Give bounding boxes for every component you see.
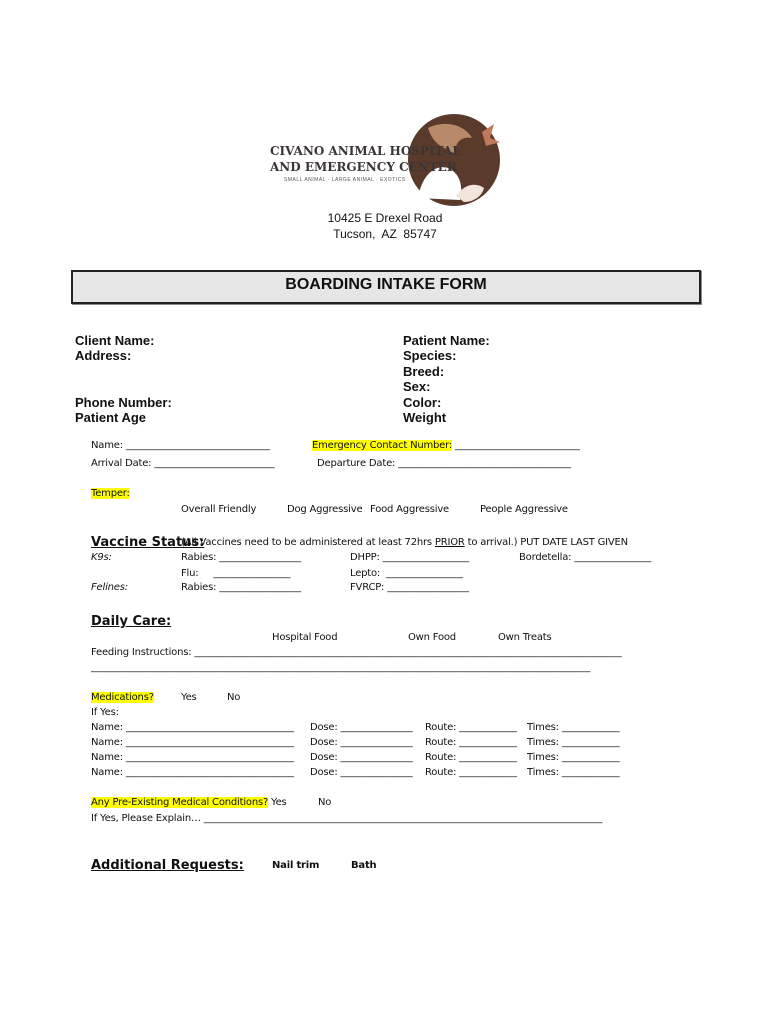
feeding-instructions-line2[interactable]: ________________________________________________________________________________________________________: [91, 662, 591, 673]
address-street: 10425 E Drexel Road: [327, 211, 443, 225]
request-option-bath[interactable]: Bath: [351, 860, 377, 871]
med-route-field[interactable]: Route: ____________: [425, 767, 517, 778]
med-route-field[interactable]: Route: ____________: [425, 752, 517, 763]
color-label: Color:: [403, 395, 442, 410]
hospital-logo: [268, 108, 504, 208]
vaccine-note-b: to arrival.) PUT DATE LAST GIVEN: [464, 537, 628, 548]
weight-label: Weight: [403, 410, 447, 425]
med-times-field[interactable]: Times: ____________: [527, 767, 620, 778]
conditions-label: Any Pre-Existing Medical Conditions?: [91, 797, 269, 808]
med-dose-field[interactable]: Dose: _______________: [310, 752, 413, 763]
medications-no[interactable]: No: [227, 692, 241, 703]
temper-option-people-aggressive[interactable]: People Aggressive: [480, 504, 568, 515]
temper-option-dog-aggressive[interactable]: Dog Aggressive: [287, 504, 363, 515]
breed-label: Breed:: [403, 364, 445, 379]
form-title-box: [71, 270, 701, 304]
conditions-explain-field[interactable]: If Yes, Please Explain… ___________________________________________________________________________________: [91, 813, 603, 824]
med-times-field[interactable]: Times: ____________: [527, 752, 620, 763]
patient-name-label: Patient Name:: [403, 333, 490, 348]
address-city: Tucson, AZ 85747: [333, 227, 437, 241]
medications-yes[interactable]: Yes: [181, 692, 197, 703]
lepto-field[interactable]: Lepto: ________________: [350, 568, 463, 579]
med-dose-field[interactable]: Dose: _______________: [310, 722, 413, 733]
med-dose-field[interactable]: Dose: _______________: [310, 767, 413, 778]
rabies-k9-field[interactable]: Rabies: _________________: [181, 552, 301, 563]
patient-age-label: Patient Age: [75, 410, 147, 425]
contact-name-field[interactable]: Name: ______________________________: [91, 440, 270, 451]
conditions-yes[interactable]: Yes: [271, 797, 287, 808]
logo-line2: AND EMERGENCY CENTER: [270, 160, 457, 174]
vaccine-note: [181, 537, 628, 548]
med-name-field[interactable]: Name: ___________________________________: [91, 752, 294, 763]
request-option-nail-trim[interactable]: Nail trim: [272, 860, 320, 871]
felines-label: Felines:: [91, 582, 128, 593]
temper-option-friendly[interactable]: Overall Friendly: [181, 504, 257, 515]
med-route-field[interactable]: Route: ____________: [425, 737, 517, 748]
daily-care-heading: Daily Care:: [91, 614, 172, 629]
species-label: Species:: [403, 348, 457, 363]
logo-line1: CIVANO ANIMAL HOSPITAL: [270, 144, 461, 158]
med-name-field[interactable]: Name: ___________________________________: [91, 722, 294, 733]
medications-label: Medications?: [91, 692, 154, 703]
form-title: BOARDING INTAKE FORM: [285, 276, 487, 293]
logo-tagline: SMALL ANIMAL · LARGE ANIMAL · EXOTICS: [284, 177, 406, 183]
bordetella-field[interactable]: Bordetella: ________________: [519, 552, 652, 563]
sex-label: Sex:: [403, 379, 431, 394]
med-name-field[interactable]: Name: ___________________________________: [91, 767, 294, 778]
med-route-field[interactable]: Route: ____________: [425, 722, 517, 733]
vaccine-status-heading: Vaccine Status:: [91, 535, 205, 550]
client-name-label: Client Name:: [75, 333, 155, 348]
emergency-contact-field[interactable]: [312, 440, 580, 451]
phone-label: Phone Number:: [75, 395, 172, 410]
temper-label: Temper:: [91, 488, 130, 499]
vaccine-note-a: (All Vaccines need to be administered at least 72hrs: [181, 537, 435, 548]
med-name-field[interactable]: Name: ___________________________________: [91, 737, 294, 748]
departure-date-field[interactable]: Departure Date: ____________________________________: [317, 458, 571, 469]
address-label: Address:: [75, 348, 132, 363]
temper-option-food-aggressive[interactable]: Food Aggressive: [370, 504, 450, 515]
med-dose-field[interactable]: Dose: _______________: [310, 737, 413, 748]
emergency-contact-label: Emergency Contact Number:: [312, 440, 453, 451]
k9s-label: K9s:: [91, 552, 112, 563]
arrival-date-field[interactable]: Arrival Date: _________________________: [91, 458, 275, 469]
dhpp-field[interactable]: DHPP: __________________: [350, 552, 470, 563]
conditions-no[interactable]: No: [318, 797, 332, 808]
med-times-field[interactable]: Times: ____________: [527, 737, 620, 748]
additional-requests-heading: Additional Requests:: [91, 858, 244, 873]
med-times-field[interactable]: Times: ____________: [527, 722, 620, 733]
rabies-feline-field[interactable]: Rabies: _________________: [181, 582, 301, 593]
fvrcp-field[interactable]: FVRCP: _________________: [350, 582, 469, 593]
vaccine-note-prior: PRIOR: [434, 537, 465, 548]
daily-option-own-treats[interactable]: Own Treats: [498, 632, 552, 643]
emergency-contact-line: __________________________: [452, 440, 580, 451]
feeding-instructions-field[interactable]: Feeding Instructions: _________________________________________________________________________________________: [91, 647, 622, 658]
daily-option-hospital-food[interactable]: Hospital Food: [272, 632, 338, 643]
flu-field[interactable]: Flu: ________________: [181, 568, 291, 579]
medications-if-yes: If Yes:: [91, 707, 119, 718]
daily-option-own-food[interactable]: Own Food: [408, 632, 456, 643]
